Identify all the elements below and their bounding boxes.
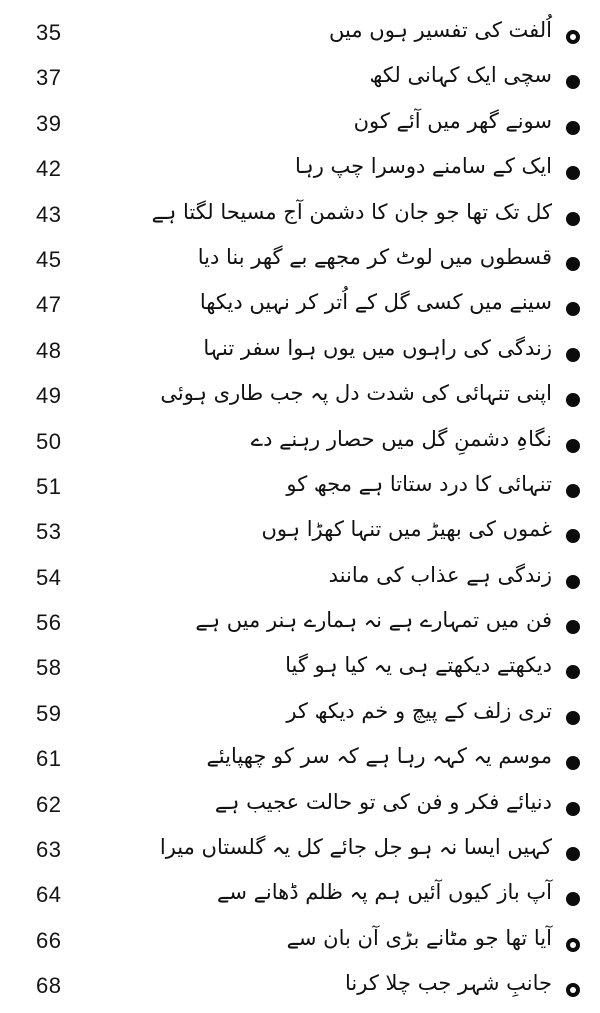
page-number: 50 [36,428,62,454]
page-number: 63 [36,837,62,863]
page-number: 64 [36,882,62,908]
bullet-icon [566,484,580,498]
bullet-icon [566,620,580,634]
entry-title: کل تک تھا جو جان کا دشمن آج مسیحا لگتا ہے [151,199,552,224]
bullet-icon [566,938,580,952]
page-number: 43 [36,201,62,227]
entry-title: کہیں ایسا نہ ہو جل جائے کل یہ گلستاں میرا [159,835,552,860]
entry-title: قسطوں میں لوٹ کر مجھے بے گھر بنا دیا [197,244,552,269]
entry-title: نگاہِ دشمنِ گل میں حصار رہنے دے [250,426,552,451]
bullet-icon [566,756,580,770]
toc-entry [0,423,600,468]
page-number: 68 [36,973,62,999]
entry-title: آپ باز کیوں آئیں ہم پہ ظلم ڈھانے سے [217,880,552,905]
bullet-icon [566,892,580,906]
bullet-icon [566,30,580,44]
bullet-icon [566,212,580,226]
toc-entry [0,831,600,876]
entry-title: موسم یہ کہہ رہا ہے کہ سر کو چھپایئے [206,744,552,769]
entry-title: فن میں تمہارے ہے نہ ہمارے ہنر میں ہے [195,608,552,633]
page-number: 59 [36,700,62,726]
entry-title: اُلفت کی تفسیر ہوں میں [329,18,552,42]
entry-title: آیا تھا جو مٹانے بڑی آن بان سے [286,925,552,950]
page-number: 48 [36,337,62,363]
entry-title: اپنی تنہائی کی شدت دل پہ جب طاری ہوئی [160,381,552,406]
entry-title: دنیائے فکر و فن کی تو حالت عجیب ہے [214,789,552,814]
page-number: 47 [36,292,62,318]
toc-entry [0,967,600,1012]
bullet-icon [566,393,580,407]
page-number: 61 [36,746,62,772]
entry-title: غموں کی بھیڑ میں تنہا کھڑا ہوں [261,517,552,542]
toc-entry [0,876,600,921]
toc-entry [0,105,600,150]
bullet-icon [566,75,580,89]
table-of-contents [0,14,600,1013]
entry-title: سونے گھر میں آئے کون [353,108,552,133]
toc-entry [0,196,600,241]
entry-title: دیکھتے دیکھتے ہی یہ کیا ہو گیا [285,653,552,678]
entry-title: زندگی ہے عذاب کی مانند [328,562,552,587]
page-number: 49 [36,383,62,409]
bullet-icon [566,166,580,180]
toc-entry [0,150,600,195]
toc-entry [0,649,600,694]
bullet-icon [566,575,580,589]
toc-entry [0,559,600,604]
entry-title: زندگی کی راہوں میں یوں ہوا سفر تنہا [203,335,552,360]
toc-entry [0,468,600,513]
toc-entry [0,740,600,785]
page-number: 66 [36,927,62,953]
toc-entry [0,377,600,422]
toc-entry [0,286,600,331]
page-number: 51 [36,473,62,499]
bullet-icon [566,257,580,271]
bullet-icon [566,711,580,725]
toc-entry [0,14,600,59]
entry-title: ایک کے سامنے دوسرا چپ رہا [295,154,552,179]
bullet-icon [566,348,580,362]
toc-entry [0,604,600,649]
toc-entry [0,922,600,967]
page-number: 58 [36,655,62,681]
toc-entry [0,786,600,831]
bullet-icon [566,302,580,316]
bullet-icon [566,121,580,135]
entry-title: تری زلف کے پیچ و خم دیکھ کر [286,698,552,723]
page-number: 39 [36,110,62,136]
entry-title: جانبِ شہر جب چلا کرنا [345,971,552,996]
entry-title: سچی ایک کہانی لکھ [369,63,552,88]
page-number: 62 [36,791,62,817]
toc-entry [0,332,600,377]
bullet-icon [566,439,580,453]
toc-entry [0,513,600,558]
entry-title: سینے میں کسی گل کے اُتر کر نہیں دیکھا [199,290,552,315]
page-number: 56 [36,610,62,636]
bullet-icon [566,983,580,997]
toc-entry [0,695,600,740]
page-number: 54 [36,564,62,590]
toc-entry [0,241,600,286]
bullet-icon [566,665,580,679]
page-number: 53 [36,519,62,545]
page-number: 45 [36,246,62,272]
page-number: 42 [36,156,62,182]
bullet-icon [566,802,580,816]
page-number: 37 [36,65,62,91]
bullet-icon [566,847,580,861]
toc-entry [0,59,600,104]
bullet-icon [566,529,580,543]
page-number: 35 [36,20,62,45]
entry-title: تنہائی کا درد ستاتا ہے مجھ کو [286,471,552,496]
